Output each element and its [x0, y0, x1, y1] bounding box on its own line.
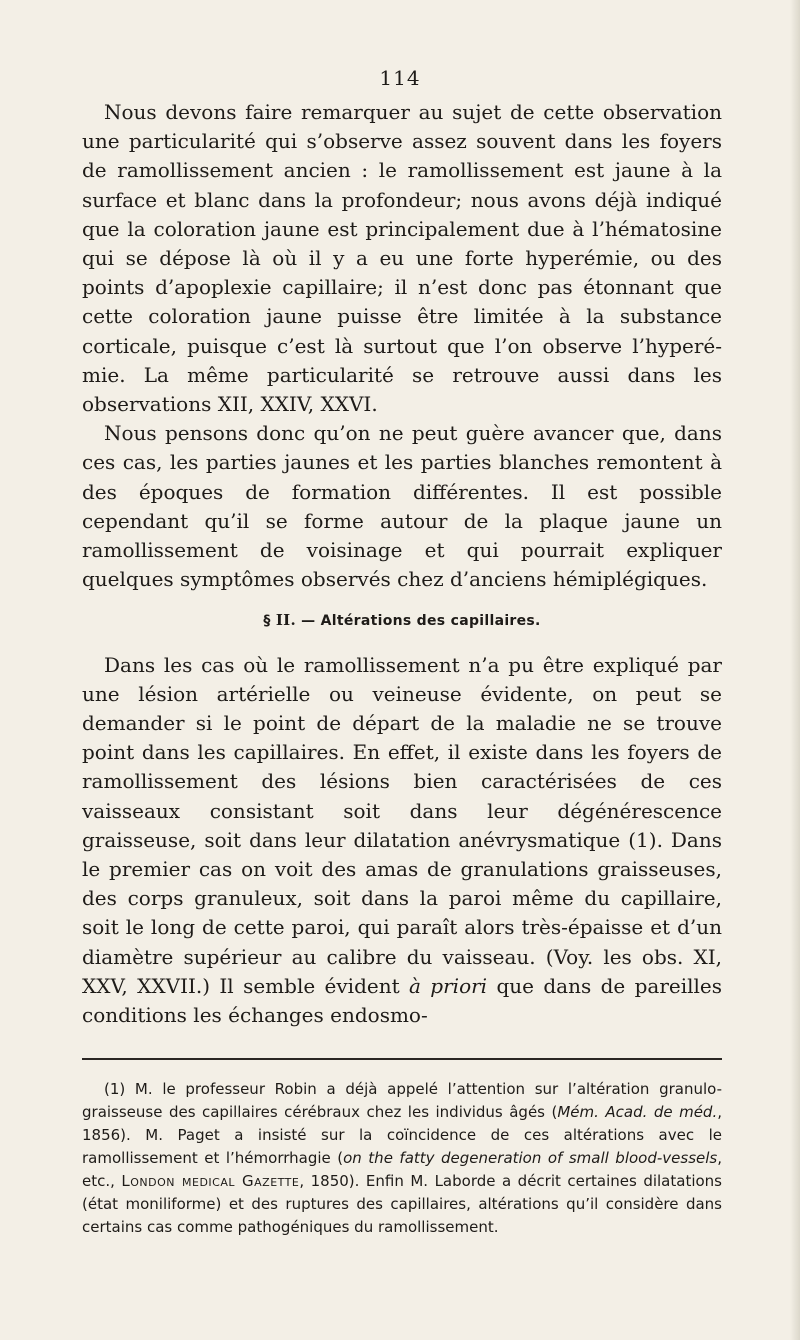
footnote-italic-1: Mém. Acad. de méd.	[557, 1103, 718, 1122]
footnote	[82, 1078, 722, 1239]
section-number: II.	[275, 611, 296, 630]
footnote-text-1: (1) M. le professeur Robin a déjà appelé l’attention sur l’altération granulo-graisseuse des capillaires cérébraux chez les individus âgés (	[82, 1080, 722, 1122]
footnote-text-3: , etc.,	[82, 1149, 723, 1191]
footnote-italic-2: on the fatty degeneration of small blood-vessels	[343, 1149, 718, 1168]
footnote-text-4: , 1850). Enfin M. Laborde a décrit certaines dilatations (état moniliforme) et des ruptures des capillaires, altérations qu’il considère dans certains cas comme pathogéniques du ramollissement.	[82, 1172, 722, 1237]
paragraph-3-text-b: que dans de pareilles conditions les échanges endosmo-	[82, 973, 723, 1028]
section-heading	[82, 606, 722, 636]
section-title: — Altérations des capillaires.	[301, 613, 541, 630]
main-text	[82, 98, 722, 1239]
footnote-text-2: , 1856). M. Paget a insisté sur la coïncidence de ces altérations avec le ramollissement et l’hémorrhagie (	[82, 1103, 722, 1168]
footnote-journal-name: London medical Gazette	[121, 1172, 300, 1191]
section-symbol: §	[263, 613, 271, 630]
paragraph-3	[82, 651, 722, 1031]
page-edge-shadow	[790, 0, 800, 1340]
page-number: 114	[379, 66, 421, 90]
paragraph-3-text-a: Dans les cas où le ramollissement n’a pu être expliqué par une lésion artérielle ou veineuse évidente, on peut se demander si le point de départ de la maladie ne se trouve point dans les capillaires. En effet, il existe dans les foyers de ramollissement des lésions bien caractérisées de ces vaisseaux consistant soit dans leur dégénérescence graisseuse, soit dans leur dilatation anévrysmatique (1). Dans le premier cas on voit des amas de granulations graisseuses, des corps granuleux, soit dans la paroi même du capillaire, soit le long de cette paroi, qui paraît alors très-épaisse et d’un diamètre supérieur au calibre du vaisseau. (Voy. les obs. XI, XXV, XXVII.) Il semble évident	[82, 652, 722, 998]
paragraph-1: Nous devons faire remarquer au sujet de cette observation une particularité qui s’observe assez souvent dans les foyers de ramollissement ancien : le ramollissement est jaune à la surface et blanc dans la profondeur; nous avons déjà indiqué que la coloration jaune est principalement due à l’hématosine qui se dépose là où il y a eu une forte hyperémie, ou des points d’apoplexie capillaire; il n’est donc pas étonnant que cette coloration jaune puisse être limitée à la substance corticale, puisque c’est là surtout que l’on observe l’hyperémie. La même particularité se retrouve aussi dans les observations XII, XXIV, XXVI.	[82, 100, 722, 417]
paragraph-2: Nous pensons donc qu’on ne peut guère avancer que, dans ces cas, les parties jaunes et les parties blanches remontent à des époques de formation différentes. Il est possible cependant qu’il se forme autour de la plaque jaune un ramollissement de voisinage et qui pourrait expliquer quelques symptômes observés chez d’anciens hémiplégiques.	[82, 421, 722, 592]
footnote-divider	[82, 1058, 722, 1060]
paragraph-3-italic: à priori	[409, 973, 488, 998]
